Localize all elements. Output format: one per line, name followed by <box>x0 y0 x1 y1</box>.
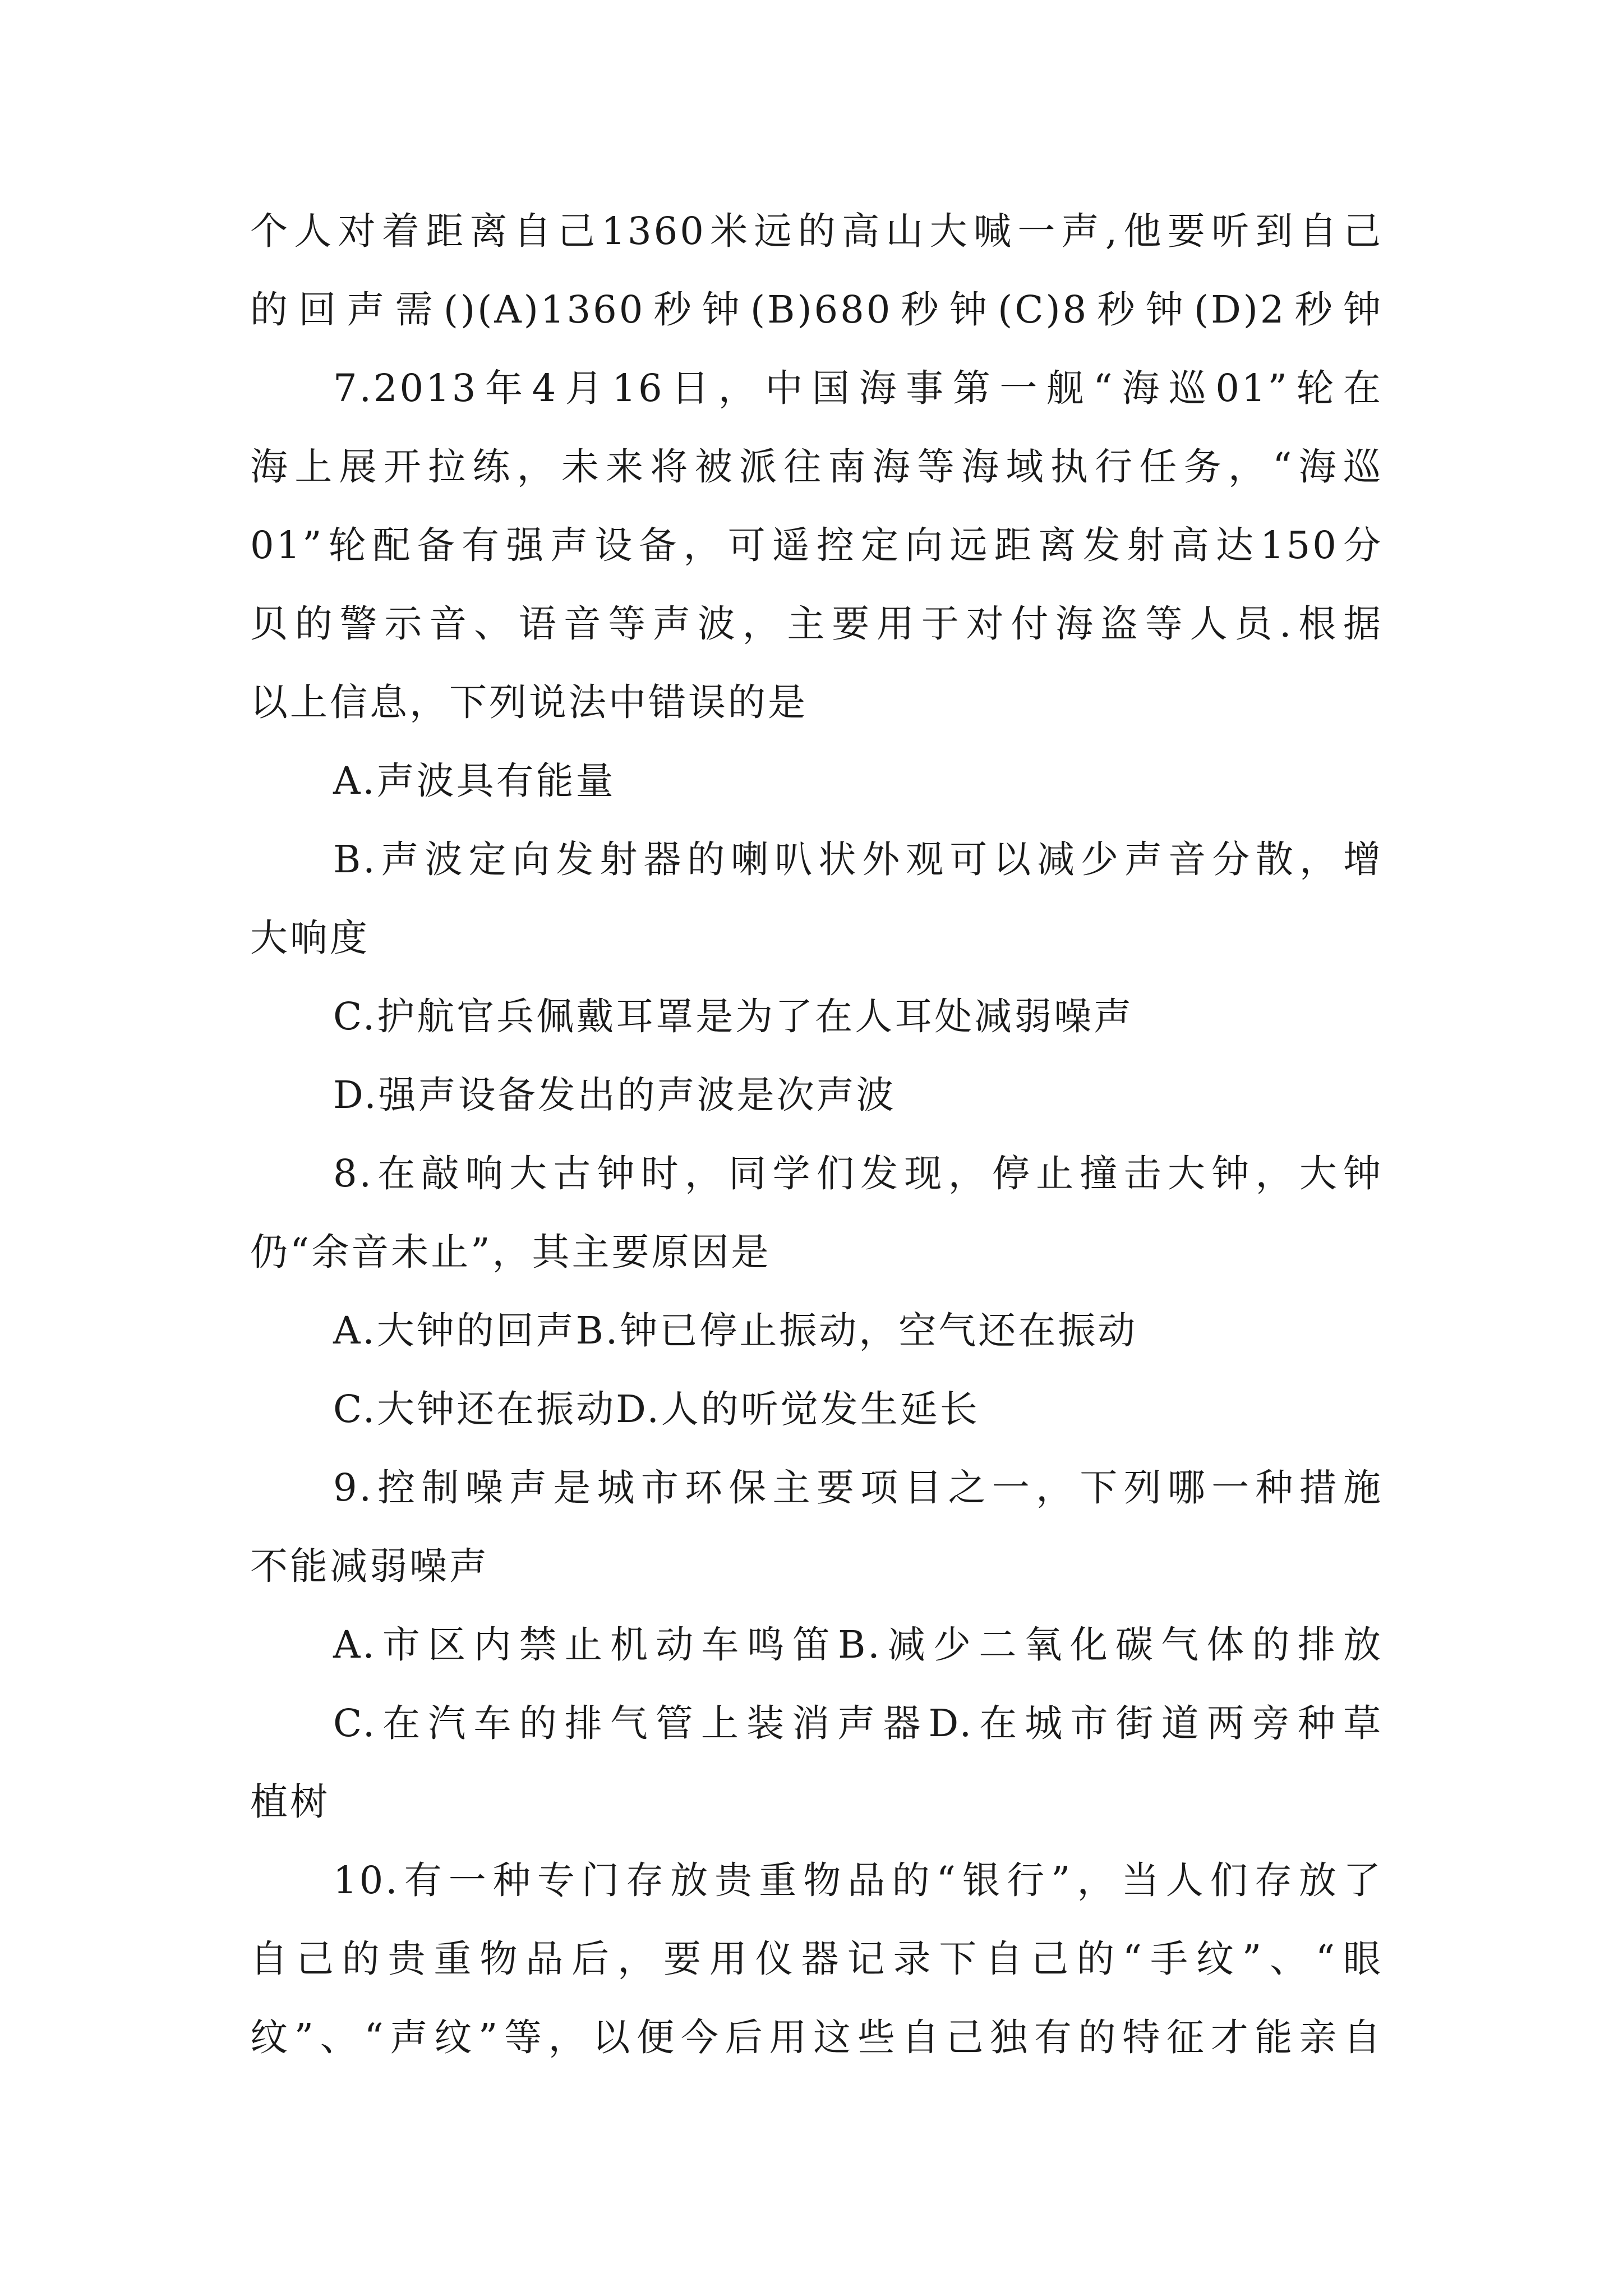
text-line: 01”轮配备有强声设备，可遥控定向远距离发射高达150分 <box>250 523 1383 567</box>
options-ab: A.市区内禁止机动车鸣笛B.减少二氧化碳气体的排放 <box>333 1623 1383 1667</box>
options-cd: C.大钟还在振动D.人的听觉发生延长 <box>333 1387 980 1431</box>
text-line: 个人对着距离自己1360米远的高山大喊一声,他要听到自己 <box>250 209 1383 253</box>
option-b: B.声波定向发射器的喇叭状外观可以减少声音分散，增 <box>333 838 1383 881</box>
text-line: 贝的警示音、语音等声波，主要用于对付海盗等人员.根据 <box>250 602 1383 646</box>
text-line: 仍“余音未止”，其主要原因是 <box>250 1230 771 1274</box>
option-d: D.强声设备发出的声波是次声波 <box>333 1073 896 1117</box>
text-line: 以上信息，下列说法中错误的是 <box>250 680 808 724</box>
question-9-line: 9.控制噪声是城市环保主要项目之一，下列哪一种措施 <box>333 1466 1383 1510</box>
text-line: 不能减弱噪声 <box>250 1544 489 1588</box>
text-line: 大响度 <box>250 916 370 960</box>
text-line: 纹”、“声纹”等，以便今后用这些自己独有的特征才能亲自 <box>250 2016 1383 2059</box>
text-line: 海上展开拉练，未来将被派往南海等海域执行任务，“海巡 <box>250 445 1383 489</box>
options-cd: C.在汽车的排气管上装消声器D.在城市街道两旁种草 <box>333 1701 1383 1745</box>
question-7-line: 7.2013年4月16日，中国海事第一舰“海巡01”轮在 <box>333 366 1383 410</box>
question-10-line: 10.有一种专门存放贵重物品的“银行”，当人们存放了 <box>333 1858 1383 1902</box>
text-line: 的回声需()(A)1360秒钟(B)680秒钟(C)8秒钟(D)2秒钟 <box>250 288 1383 332</box>
option-c: C.护航官兵佩戴耳罩是为了在人耳处减弱噪声 <box>333 995 1134 1038</box>
text-line: 植树 <box>250 1780 330 1824</box>
option-a: A.声波具有能量 <box>333 759 616 803</box>
question-8-line: 8.在敲响大古钟时，同学们发现，停止撞击大钟，大钟 <box>333 1152 1383 1195</box>
options-ab: A.大钟的回声B.钟已停止振动，空气还在振动 <box>333 1309 1138 1352</box>
text-line: 自己的贵重物品后，要用仪器记录下自己的“手纹”、“眼 <box>250 1937 1383 1981</box>
